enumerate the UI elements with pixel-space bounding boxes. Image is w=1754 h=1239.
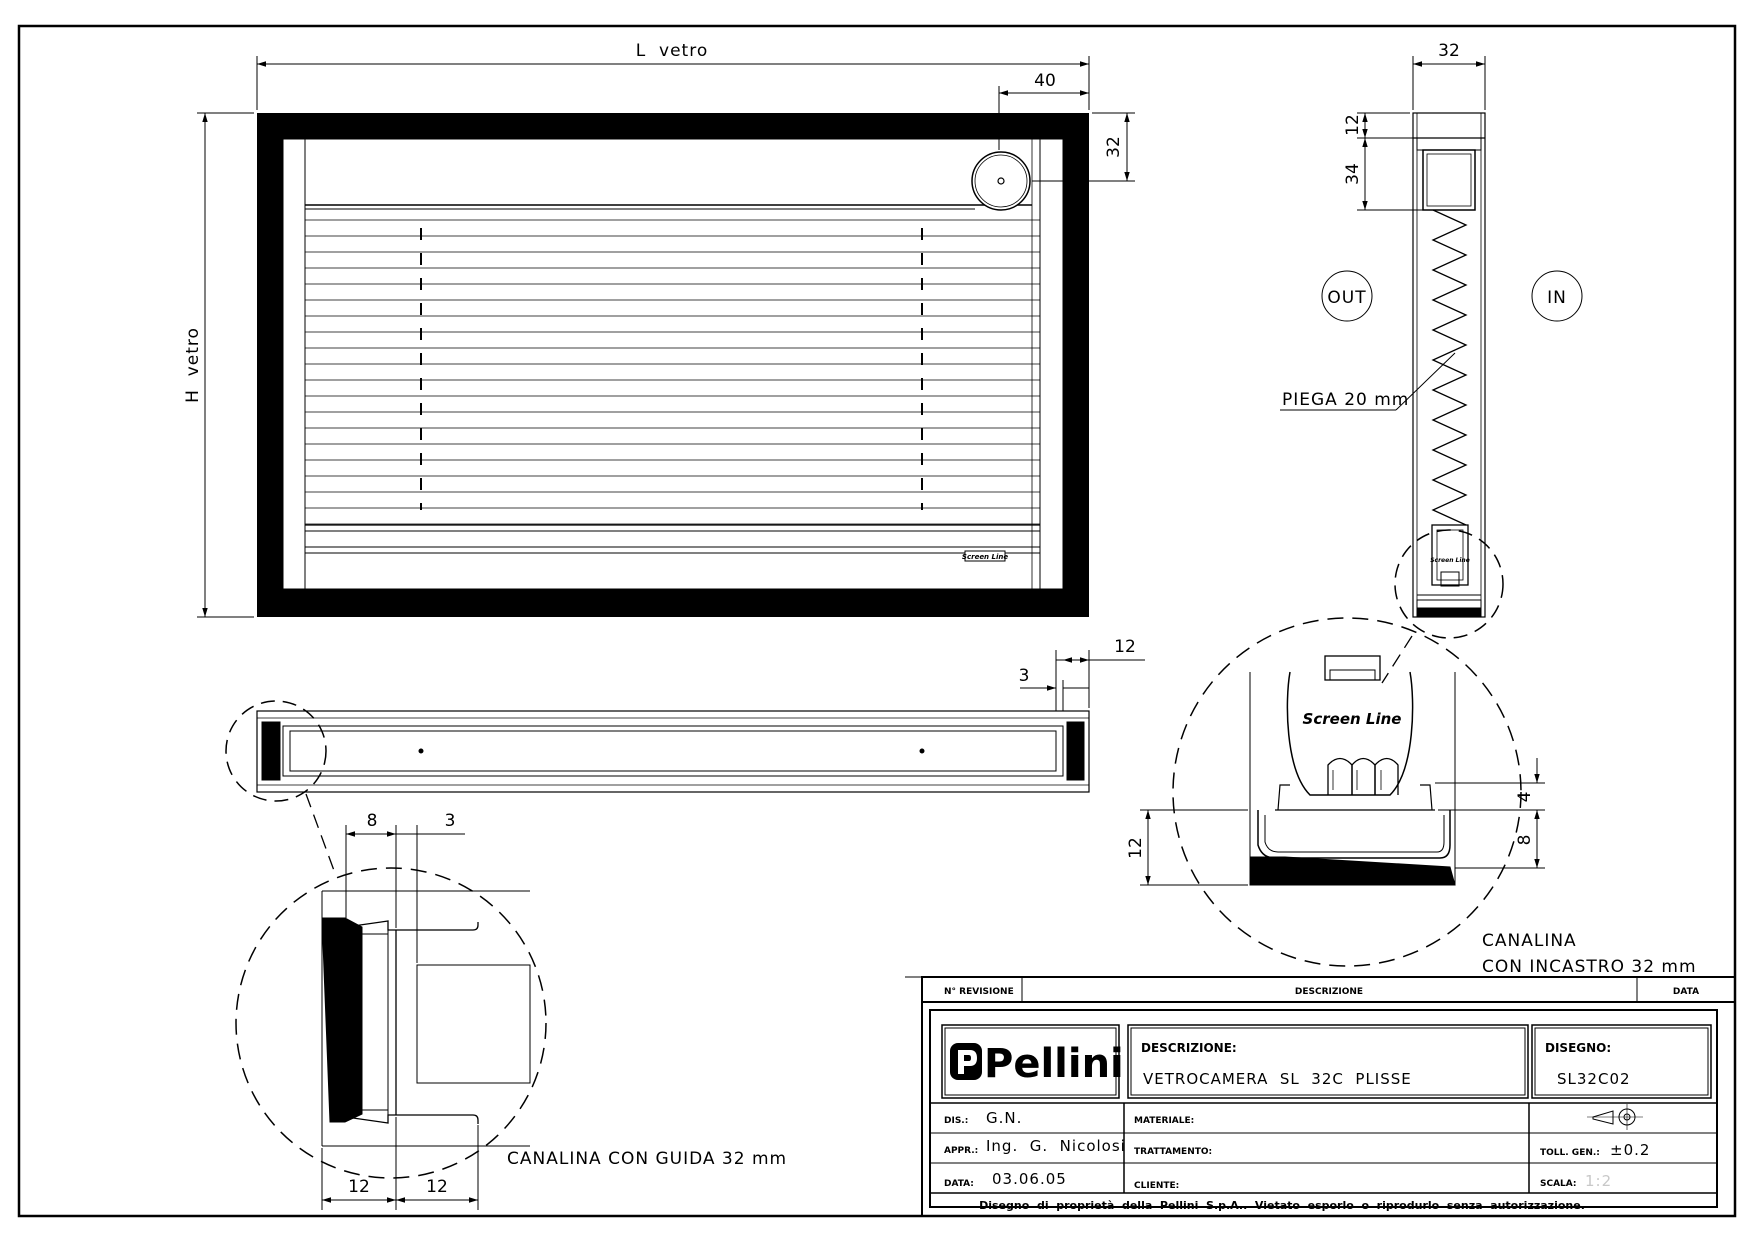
company-name: Pellini <box>984 1041 1124 1087</box>
scala-value: 1:2 <box>1585 1172 1613 1190</box>
detail-incastro <box>1173 618 1521 966</box>
disegno-label: DISEGNO: <box>1545 1041 1612 1055</box>
descrizione-value: VETROCAMERA SL 32C PLISSE <box>1143 1070 1412 1088</box>
front-dimensions <box>197 56 1135 617</box>
scala-label: SCALA: <box>1540 1179 1577 1189</box>
disegno-value: SL32C02 <box>1557 1070 1631 1088</box>
data-value: 03.06.05 <box>992 1170 1067 1188</box>
desc-header: DESCRIZIONE <box>1294 987 1364 997</box>
dim-32-front: 32 <box>1104 136 1124 158</box>
dim-40: 40 <box>1034 71 1056 91</box>
descrizione-label: DESCRIZIONE: <box>1141 1041 1237 1055</box>
screen-line-side-text: Screen Line <box>1430 557 1470 564</box>
materiale-label: MATERIALE: <box>1134 1116 1195 1126</box>
dim-34-side: 34 <box>1343 163 1363 185</box>
pellini-logo <box>950 1041 1124 1087</box>
toll-label: TOLL. GEN.: <box>1540 1148 1600 1158</box>
canalina-incastro-label-1: CANALINA <box>1482 931 1577 951</box>
dim-12-rail: 12 <box>1114 637 1136 657</box>
data-label: DATA: <box>944 1179 974 1189</box>
out-label: OUT <box>1327 288 1367 308</box>
trattamento-label: TRATTAMENTO: <box>1134 1147 1213 1157</box>
dim-12-side: 12 <box>1343 114 1363 136</box>
screen-line-big-text: Screen Line <box>1302 710 1402 728</box>
front-view <box>257 113 1089 617</box>
in-label: IN <box>1547 288 1567 308</box>
dim-4-incastro: 4 <box>1515 791 1535 803</box>
dim-12a-detail: 12 <box>348 1177 370 1197</box>
cliente-label: CLIENTE: <box>1134 1181 1180 1191</box>
l-vetro-label: L vetro <box>635 41 709 61</box>
dim-12b-detail: 12 <box>426 1177 448 1197</box>
rail-dimensions <box>1020 650 1145 711</box>
h-vetro-label: H vetro <box>183 327 203 403</box>
appr-value: Ing. G. Nicolosi <box>986 1137 1126 1155</box>
ownership-footer: Disegno di proprietà della Pellini S.p.A.. Vietato esporlo o riprodurlo senza autorizzazione. <box>979 1199 1585 1212</box>
appr-label: APPR.: <box>944 1146 979 1156</box>
roller-circle <box>972 152 1030 210</box>
dim-8-incastro: 8 <box>1515 834 1535 846</box>
toll-value: ±0.2 <box>1610 1141 1651 1159</box>
dim-3-detail: 3 <box>444 811 456 831</box>
piega-label: PIEGA 20 mm <box>1282 390 1410 410</box>
rail-section-view <box>226 701 1089 876</box>
canalina-guida-label: CANALINA CON GUIDA 32 mm <box>507 1149 788 1169</box>
screen-line-small-text: Screen Line <box>961 553 1009 561</box>
dim-32-side: 32 <box>1438 41 1460 61</box>
detail-guida <box>236 868 546 1178</box>
date-header: DATA <box>1672 987 1700 997</box>
dis-label: DIS.: <box>944 1116 969 1126</box>
dim-8-detail: 8 <box>366 811 378 831</box>
rev-header: N° REVISIONE <box>944 987 1014 997</box>
side-dimensions <box>1357 56 1485 210</box>
dis-value: G.N. <box>986 1109 1023 1127</box>
canalina-incastro-label-2: CON INCASTRO 32 mm <box>1482 957 1697 977</box>
dim-3-rail: 3 <box>1018 666 1030 686</box>
dim-12-incastro: 12 <box>1126 837 1146 859</box>
